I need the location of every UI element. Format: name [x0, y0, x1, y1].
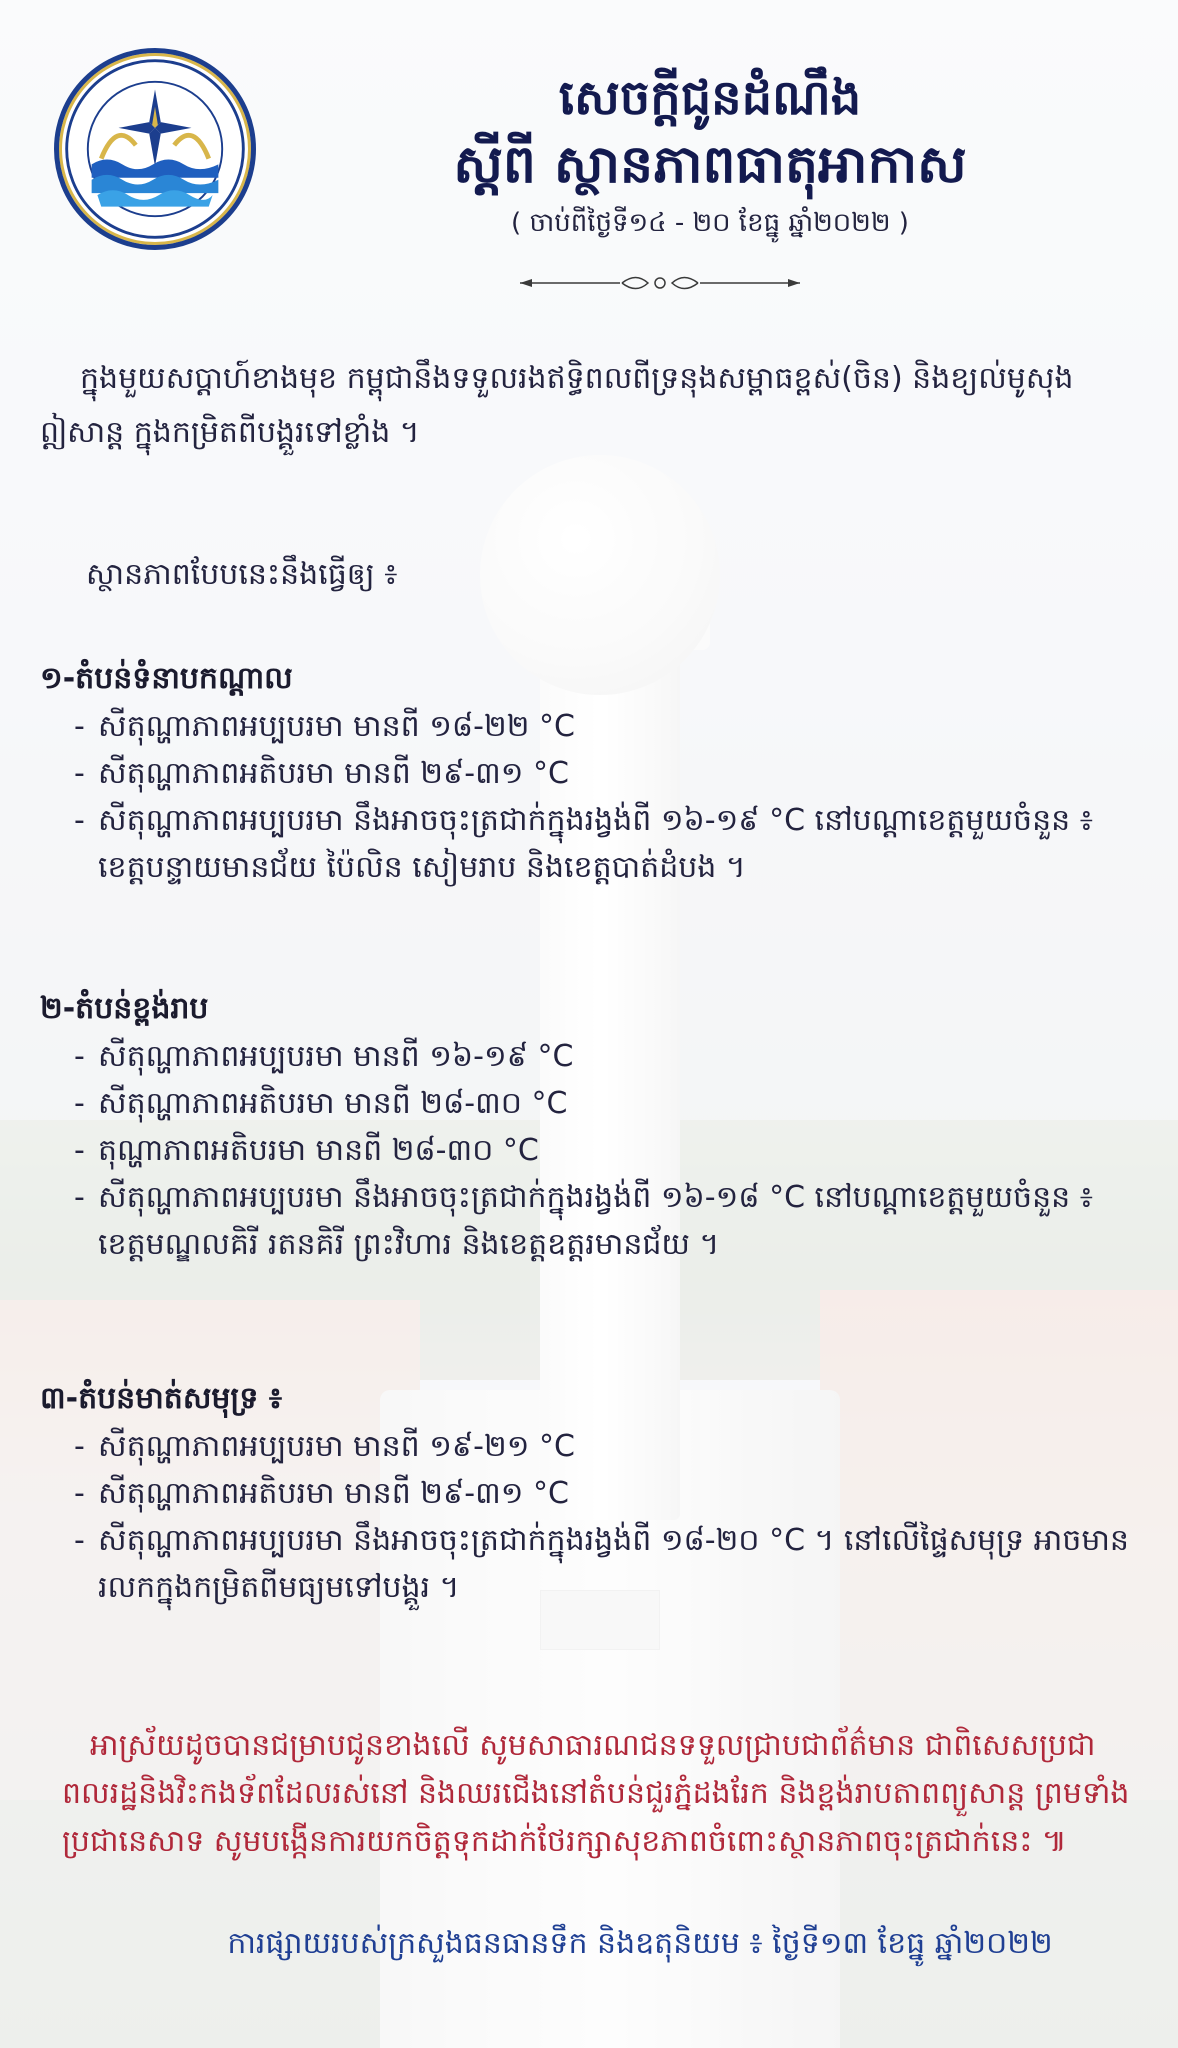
- list-item: - សីតុណ្ហាភាពអប្បបរមា មានពី ១៩-២១ °C: [74, 1429, 575, 1464]
- list-item: - សីតុណ្ហាភាពអតិបរមា មានពី ២៨-៣០ °C: [74, 1086, 568, 1121]
- date-range: ( ចាប់ពីថ្ងៃទី១៤ - ២០ ខែធ្នូ ឆ្នាំ២០២២ ): [511, 208, 909, 238]
- list-item: - សីតុណ្ហាភាពអប្បបរមា មានពី ១៦-១៩ °C: [74, 1039, 574, 1074]
- section-items: [40, 1423, 1150, 1611]
- ministry-seal-icon: [54, 48, 256, 250]
- page-title-line1: សេចក្ដីជូនដំណឹង: [558, 70, 862, 126]
- page-title-line2: ស្ដីពី ស្ថានភាពធាតុអាកាស: [453, 134, 967, 195]
- list-item: - សីតុណ្ហាភាពអប្បបរមា នឹងអាចចុះត្រជាក់ក្នុងរង្វង់ពី ១៦-១៨ °C នៅបណ្ដាខេត្តមួយចំនួន ៖ ខេត្តមណ្ឌលគិរី រតនគិរី ព្រះវិហារ និងខេត្តឧត្តរមានជ័យ ។: [74, 1180, 1093, 1262]
- list-item: - សីតុណ្ហាភាពអប្បបរមា នឹងអាចចុះត្រជាក់ក្នុងរង្វង់ពី ១៨-២០ °C ។ នៅលើផ្ទៃសមុទ្រ អាចមានរលកក្នុងកម្រិតពីមធ្យមទៅបង្គួរ ។: [74, 1523, 1129, 1605]
- section-items: [40, 703, 1150, 891]
- section-plateau: [40, 985, 1150, 1268]
- list-item: - សីតុណ្ហាភាពអប្បបរមា មានពី ១៨-២២ °C: [74, 709, 575, 744]
- effect-heading: ស្ថានភាពបែបនេះនឹងធ្វើឲ្យ ៖: [86, 557, 398, 592]
- section-central-lowland: [40, 655, 1150, 891]
- list-item: - តុណ្ហាភាពអតិបរមា មានពី ២៨-៣០ °C: [74, 1133, 539, 1168]
- publisher-footer: ការផ្សាយរបស់ក្រសួងធនធានទឹក និងឧតុនិយម ៖ ថ្ងៃទី១៣ ខែធ្នូ ឆ្នាំ២០២២: [227, 1926, 1053, 1961]
- decorative-divider-icon: [510, 268, 810, 298]
- intro-paragraph: ក្នុងមួយសប្ដាហ៍ខាងមុខ កម្ពុជានឹងទទួលរងឥទ្ធិពលពីទ្រនុងសម្ពាធខ្ពស់(ចិន) និងខ្យល់មូសុងឦសាន្ត ក្នុងកម្រិតពីបង្គួរទៅខ្លាំង ។: [40, 361, 1074, 450]
- public-notice: អាស្រ័យដូចបានជម្រាបជូនខាងលើ សូមសាធារណជនទទួលជ្រាបជាព័ត៌មាន ជាពិសេសប្រជាពលរដ្ឋនិងវិះកងទ័ពដែលរស់នៅ និងឈរជើងនៅតំបន់ជួរភ្នំដងរែក និងខ្ពង់រាបតាពព្យួសាន្ត ព្រមទាំងប្រជានេសាទ សូមបង្កើនការយកចិត្តទុកដាក់ថែរក្សាសុខភាពចំពោះស្ថានភាពចុះត្រជាក់នេះ ៕: [62, 1728, 1130, 1859]
- section-title: ២-តំបន់ខ្ពង់រាប: [40, 991, 209, 1026]
- list-item: - សីតុណ្ហាភាពអតិបរមា មានពី ២៩-៣១ °C: [74, 1476, 569, 1511]
- section-title: ៣-តំបន់មាត់សមុទ្រ ៖: [40, 1381, 283, 1416]
- section-items: [40, 1033, 1150, 1268]
- section-coastal: [40, 1375, 1150, 1611]
- list-item: - សីតុណ្ហាភាពអតិបរមា មានពី ២៩-៣១ °C: [74, 756, 569, 791]
- list-item: - សីតុណ្ហាភាពអប្បបរមា នឹងអាចចុះត្រជាក់ក្នុងរង្វង់ពី ១៦-១៩ °C នៅបណ្ដាខេត្តមួយចំនួន ៖ ខេត្តបន្ទាយមានជ័យ ប៉ៃលិន សៀមរាប និងខេត្តបាត់ដំបង ។: [74, 803, 1093, 885]
- section-title: ១-តំបន់ទំនាបកណ្ដាល: [40, 661, 293, 696]
